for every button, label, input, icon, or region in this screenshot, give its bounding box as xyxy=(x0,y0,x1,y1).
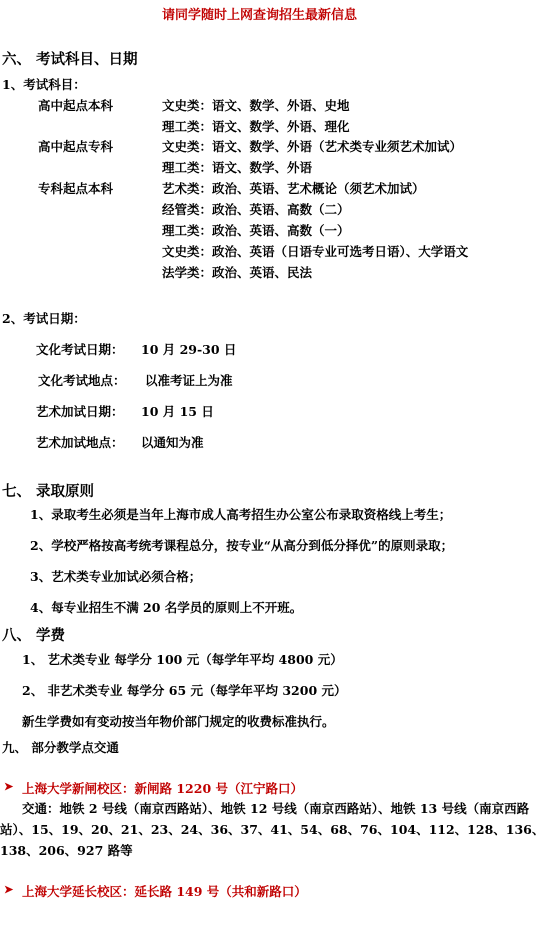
level-label: 高中起点专科 xyxy=(38,139,114,154)
exam-subjects-subheading: 1、考试科目： xyxy=(2,77,86,92)
section-6-heading: 六、 考试科目、日期 xyxy=(2,51,138,68)
subject-row: 理工类：语文、数学、外语、理化 xyxy=(162,119,350,134)
level-label: 专科起点本科 xyxy=(38,181,114,196)
admission-rule: 4、每专业招生不满 20 名学员的原则上不开班。 xyxy=(30,600,303,615)
subject-row: 经管类：政治、英语、高数（二） xyxy=(162,202,350,217)
date-value: 以通知为准 xyxy=(141,435,204,450)
campus-xinzha-transport: 交通：地铁 2 号线（南京西路站）、地铁 12 号线（南京西路站）、地铁 13 号线（南京西路站）、15、19、20、21、23、24、36、37、41、54、68、76、104、112、128、136、138、206、927 路等 xyxy=(0,801,545,858)
campus-yanchang-address: 上海大学延长校区：延长路 149 号（共和新路口） xyxy=(22,884,307,899)
date-label: 文化考试日期： xyxy=(36,342,124,357)
arrow-bullet-icon: ➤ xyxy=(4,780,14,793)
section-8-heading: 八、 学费 xyxy=(2,627,66,644)
section-9-heading: 九、 部分教学点交通 xyxy=(2,740,119,755)
subject-row: 理工类：语文、数学、外语 xyxy=(162,160,313,175)
date-label: 文化考试地点： xyxy=(38,373,126,388)
admission-rule: 3、艺术类专业加试必须合格； xyxy=(30,569,202,584)
admission-rule: 1、录取考生必须是当年上海市成人高考招生办公室公布录取资格线上考生； xyxy=(30,507,452,522)
fee-item: 1、 艺术类专业 每学分 100 元（每学年平均 4800 元） xyxy=(22,652,343,667)
date-value: 以准考证上为准 xyxy=(145,373,233,388)
subject-row: 文史类：语文、数学、外语、史地 xyxy=(162,98,350,113)
subject-row: 艺术类：政治、英语、艺术概论（须艺术加试） xyxy=(162,181,425,196)
fee-note: 新生学费如有变动按当年物价部门规定的收费标准执行。 xyxy=(22,714,335,729)
exam-dates-subheading: 2、考试日期： xyxy=(2,311,86,326)
date-label: 艺术加试地点： xyxy=(36,435,124,450)
section-7-heading: 七、 录取原则 xyxy=(2,483,95,500)
subject-row: 文史类：语文、数学、外语（艺术类专业须艺术加试） xyxy=(162,139,463,154)
campus-xinzha-address: 上海大学新闸校区：新闸路 1220 号（江宁路口） xyxy=(22,781,303,796)
date-value: 10 月 29-30 日 xyxy=(141,342,237,357)
subject-row: 文史类：政治、英语（日语专业可选考日语）、大学语文 xyxy=(162,244,469,259)
fee-item: 2、 非艺术类专业 每学分 65 元（每学年平均 3200 元） xyxy=(22,683,347,698)
level-label: 高中起点本科 xyxy=(38,98,114,113)
subject-row: 理工类：政治、英语、高数（一） xyxy=(162,223,350,238)
date-label: 艺术加试日期： xyxy=(36,404,124,419)
subject-row: 法学类：政治、英语、民法 xyxy=(162,265,313,280)
date-value: 10 月 15 日 xyxy=(141,404,214,419)
admission-rule: 2、学校严格按高考统考课程总分，按专业“从高分到低分择优”的原则录取； xyxy=(30,538,454,553)
arrow-bullet-icon: ➤ xyxy=(4,883,14,896)
page-title: 请同学随时上网查询招生最新信息 xyxy=(162,8,358,23)
